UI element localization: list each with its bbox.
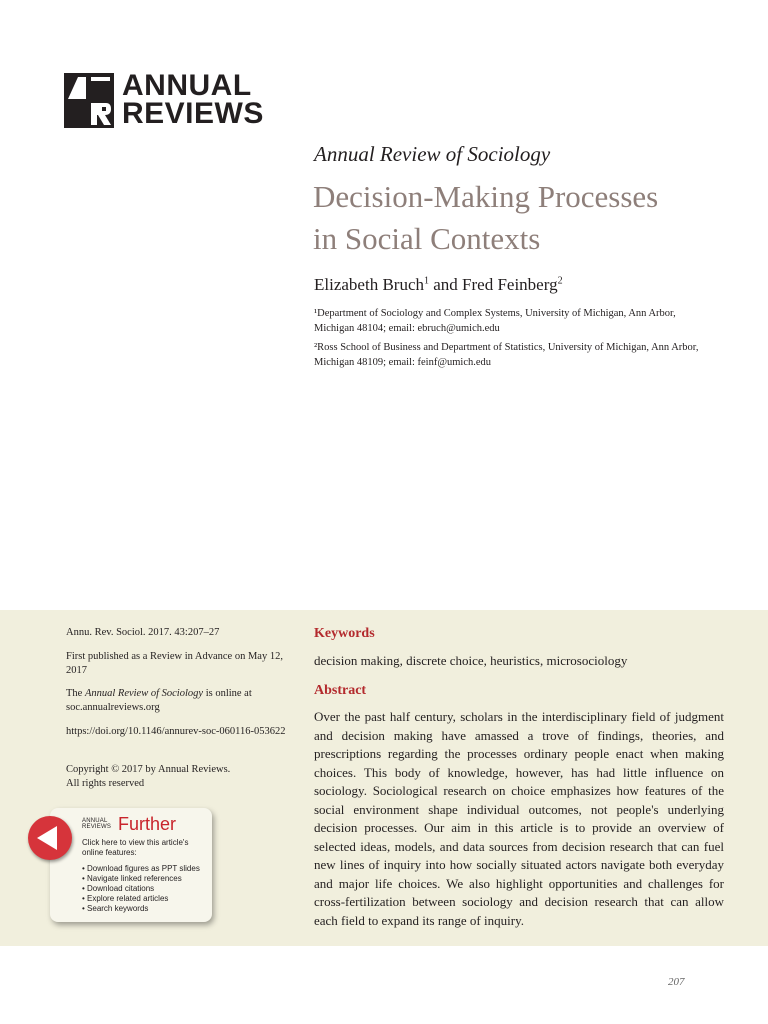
further-small-line2: REVIEWS bbox=[82, 824, 112, 830]
page-number: 207 bbox=[668, 976, 685, 988]
title-line1: Decision-Making Processes bbox=[313, 179, 659, 214]
list-item: • Search keywords bbox=[82, 904, 200, 914]
citation: Annu. Rev. Sociol. 2017. 43:207–27 bbox=[66, 627, 220, 638]
copyright bbox=[66, 763, 296, 791]
click-here-link[interactable]: Click here bbox=[82, 838, 118, 847]
play-arrow-icon bbox=[37, 826, 57, 850]
logo-line1: ANNUAL bbox=[122, 69, 252, 102]
abstract-heading: Abstract bbox=[314, 683, 367, 698]
author-1-sup: 1 bbox=[424, 275, 429, 287]
author-2-sup: 2 bbox=[557, 275, 563, 287]
keywords-heading: Keywords bbox=[314, 626, 375, 641]
author-and: and bbox=[429, 275, 463, 294]
further-small-line1: ANNUAL bbox=[82, 818, 108, 824]
copyright-line2: All rights reserved bbox=[66, 778, 145, 789]
click-rest: to view this article's online features: bbox=[82, 838, 189, 857]
ar-logo-icon bbox=[64, 73, 114, 128]
copyright-line1: Copyright © 2017 by Annual Reviews. bbox=[66, 764, 231, 775]
further-small-logo bbox=[82, 818, 111, 830]
affiliation-1: ¹Department of Sociology and Complex Systems, University of Michigan, Ann Arbor, Michigan 48104; email: ebruch@umich.edu bbox=[314, 308, 676, 334]
keywords-text: decision making, discrete choice, heuristics, microsociology bbox=[314, 653, 628, 668]
first-published: First published as a Review in Advance on May 12, 2017 bbox=[66, 651, 283, 676]
list-item: • Download citations bbox=[82, 884, 200, 894]
annual-reviews-logo bbox=[64, 69, 264, 130]
article-title bbox=[313, 176, 658, 260]
online-journal: Annual Review of Sociology bbox=[84, 688, 204, 699]
online-suffix: is online at soc.annualreviews.org bbox=[66, 688, 252, 713]
author-2: Fred Feinberg bbox=[462, 275, 558, 294]
list-item: • Navigate linked references bbox=[82, 874, 200, 884]
author-1: Elizabeth Bruch bbox=[314, 275, 424, 294]
list-item: • Explore related articles bbox=[82, 894, 200, 904]
list-item: • Download figures as PPT slides bbox=[82, 864, 200, 874]
title-line2: in Social Contexts bbox=[313, 221, 541, 256]
further-click-text bbox=[82, 838, 212, 858]
journal-name: Annual Review of Sociology bbox=[314, 142, 551, 166]
further-button[interactable] bbox=[28, 816, 72, 860]
logo-wordmark bbox=[122, 69, 264, 130]
further-features-list bbox=[82, 864, 200, 914]
logo-line2: REVIEWS bbox=[122, 97, 264, 130]
online-note bbox=[66, 687, 296, 715]
affiliation-2: ²Ross School of Business and Department of Statistics, University of Michigan, Ann Arbor, Michigan 48109; email: feinf@umich.edu bbox=[314, 342, 699, 368]
authors bbox=[314, 275, 563, 295]
doi-link[interactable]: https://doi.org/10.1146/annurev-soc-060116-053622 bbox=[66, 726, 286, 737]
further-title: Further bbox=[118, 814, 177, 834]
online-prefix: The bbox=[66, 688, 85, 699]
abstract-text: Over the past half century, scholars in the interdisciplinary field of judgment and decision making have amassed a trove of findings, theories, and prescriptions regarding the processes ordinary people enact when making choices. This body of knowledge, however, has had little influence on sociology. Sociological research on choice emphasizes how features of the social environment shape individual outcomes, not people's underlying decision processes. Our aim in this article is to provide an overview of selected ideas, models, and data sources from decision research that can fuel new lines of inquiry into how socially situated actors navigate both everyday and major life choices. We also highlight opportunities and challenges for cross-fertilization between sociology and decision research that can allow each field to expand its range of inquiry. bbox=[314, 709, 724, 928]
